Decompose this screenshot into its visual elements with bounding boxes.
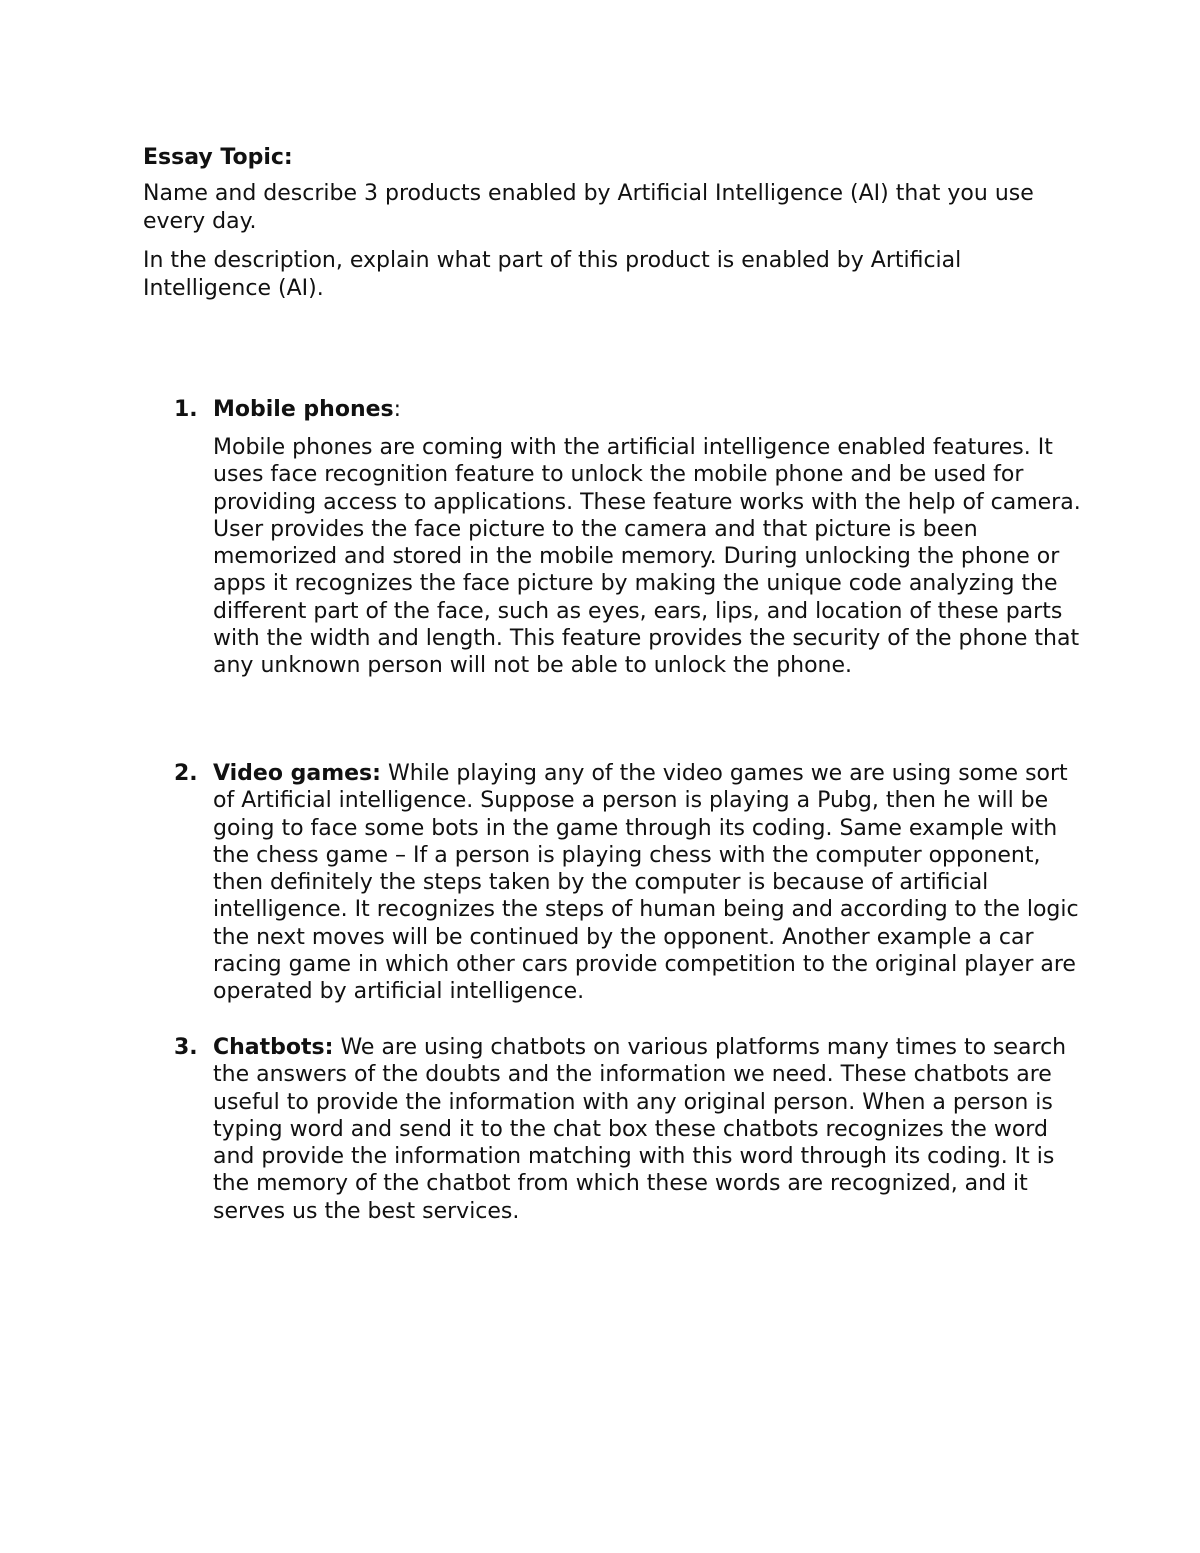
list-item-body: While playing any of the video games we are using some sort of Artificial intelligence. Suppose a person is playing a Pubg, then he will be going to face some bots in the game through its coding. Same example with the chess game – If a person is playing chess with the computer opponent, then definitely the steps taken by the computer is because of artificial intelligence. It recognizes the steps of human being and according to the logic the next moves will be continued by the opponent. Another example a car racing game in which other cars provide competition to the original player are operated by artificial intelligence. (213, 761, 1079, 1005)
prompt-paragraph: Name and describe 3 products enabled by Artificial Intelligence (AI) that you use every day. (143, 181, 1034, 234)
list-item-title-line (213, 396, 401, 423)
list-item-title-suffix: : (393, 397, 402, 422)
list-item-body: We are using chatbots on various platforms many times to search the answers of the doubts and the information we need. These chatbots are useful to provide the information with any original person. When a person is typing word and send it to the chat box these chatbots recognizes the word and provide the information matching with this word through its coding. It is the memory of the chatbot from which these words are recognized, and it serves us the best services. (213, 1035, 1067, 1224)
list-item-title: Video games: (213, 761, 381, 786)
list-item-title: Chatbots: (213, 1035, 334, 1060)
list-number: 3. (174, 1035, 198, 1060)
prompt-paragraph: In the description, explain what part of this product is enabled by Artificial Intelligence (AI). (143, 248, 962, 301)
list-number: 1. (174, 397, 198, 422)
essay-heading: Essay Topic: (143, 145, 293, 170)
list-item-title: Mobile phones (213, 397, 394, 422)
list-item-content (213, 1034, 1093, 1225)
list-number: 2. (174, 761, 198, 786)
list-item-content (213, 760, 1093, 1006)
list-item-body: Mobile phones are coming with the artificial intelligence enabled features. It uses face recognition feature to unlock the mobile phone and be used for providing access to applications. These feature works with the help of camera. User provides the face picture to the camera and that picture is been memorized and stored in the mobile memory. During unlocking the phone or apps it recognizes the face picture by making the unique code analyzing the different part of the face, such as eyes, ears, lips, and location of these parts with the width and length. This feature provides the security of the phone that any unknown person will not be able to unlock the phone. (213, 435, 1081, 679)
